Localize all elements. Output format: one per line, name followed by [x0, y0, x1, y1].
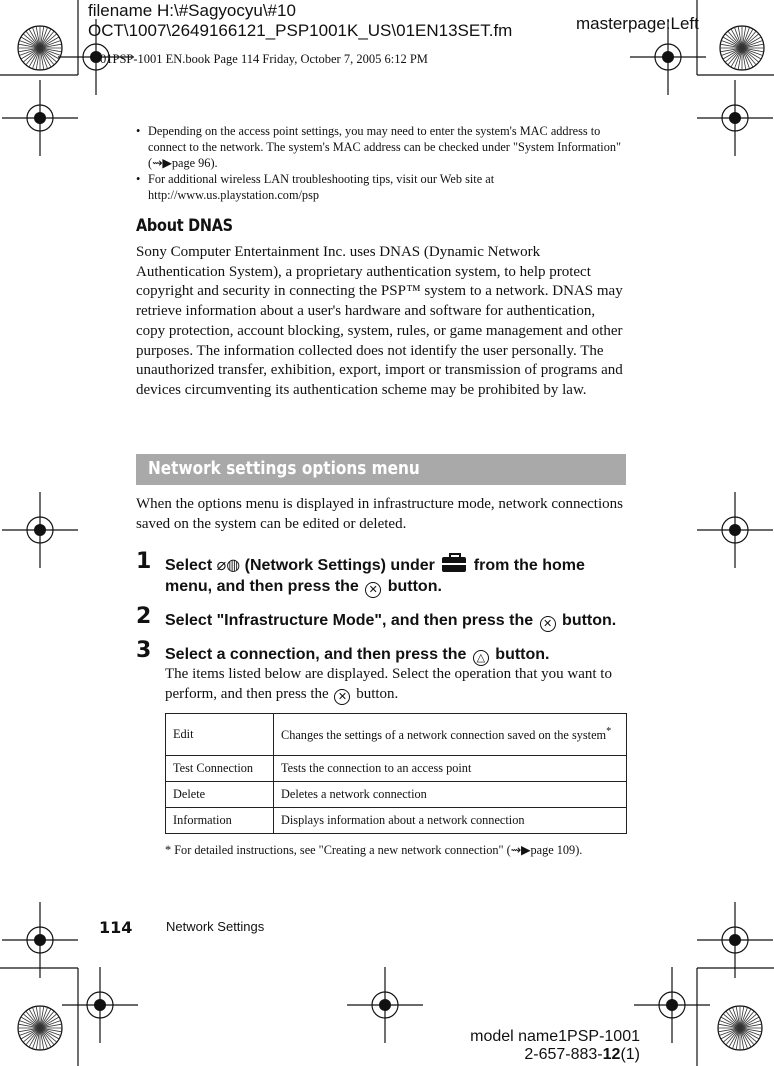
step-text: (Network Settings) under	[240, 557, 440, 574]
crosshair-dot	[729, 112, 741, 124]
step-3-detail	[165, 665, 630, 705]
cross-button-icon: ✕	[365, 582, 381, 598]
step-number: 1	[136, 549, 152, 574]
cross-button-icon: ✕	[334, 689, 350, 705]
page-number: 114	[99, 918, 133, 937]
step-number: 3	[136, 638, 152, 663]
cross-button-icon: ✕	[540, 616, 556, 632]
table-row	[166, 808, 627, 834]
option-name: Edit	[166, 714, 274, 756]
step-text: button.	[557, 612, 617, 629]
crosshair-dot	[666, 999, 678, 1011]
dnas-paragraph: Sony Computer Entertainment Inc. uses DNAS (Dynamic Network Authentication System), a proprietary authentication system, to help protect copyright and security in connecting the PSP™ system to a network. DNAS may retrieve information about a user's hardware and software for authentication, copy protection, account blocking, system, rules, or game management and other purposes. The information collected does not identify the user personally. The unauthorized transfer, exhibition, export, import or transmission of programs and devices circumventing its authentication scheme may be prohibited by law.	[136, 244, 623, 398]
step-text: Select "Infrastructure Mode", and then press the	[165, 612, 538, 629]
step-text: Select	[165, 557, 217, 574]
crosshair-dot	[34, 524, 46, 536]
step-text: Select a connection, and then press the	[165, 646, 471, 663]
table-row	[166, 782, 627, 808]
step-3-text	[165, 644, 635, 666]
step-text: from the home menu, and then press the	[165, 557, 585, 595]
table-row	[166, 756, 627, 782]
step-1-text	[165, 555, 635, 598]
dnas-heading: About DNAS	[136, 216, 233, 236]
code-part: (1)	[620, 1046, 640, 1063]
bullet-list	[136, 123, 628, 203]
step-text: button.	[383, 578, 442, 595]
footer-section: Network Settings	[166, 919, 265, 934]
filename-line-1: filename H:\#Sagyocyu\#10	[88, 1, 296, 20]
bullet-item: • Depending on the access point settings, you may need to enter the system's MAC address to connect to the network. The system's MAC address can be checked under "System Information" (⇝▶page 96).	[136, 123, 628, 171]
table-row	[166, 714, 627, 756]
option-name: Information	[166, 808, 274, 834]
option-description: Displays information about a network connection	[274, 808, 627, 834]
bullet-item: • For additional wireless LAN troubleshooting tips, visit our Web site at http://www.us.playstation.com/psp	[136, 171, 628, 203]
step-2-text	[165, 610, 635, 632]
crosshair-dot	[34, 934, 46, 946]
toolbox-icon	[442, 557, 466, 572]
model-code	[524, 1046, 640, 1064]
detail-text: The items listed below are displayed. Select the operation that you want to perform, and then press the	[165, 666, 612, 702]
book-info-line: 01PSP-1001 EN.book Page 114 Friday, October 7, 2005 6:12 PM	[100, 52, 428, 66]
crosshair-dot	[662, 51, 674, 63]
crosshair-dot	[729, 934, 741, 946]
desc-text: Changes the settings of a network connection saved on the system	[281, 728, 607, 743]
options-table	[165, 713, 627, 834]
triangle-button-icon: △	[473, 650, 489, 666]
option-description: Deletes a network connection	[274, 782, 627, 808]
option-name: Test Connection	[166, 756, 274, 782]
footnote-mark: *	[606, 725, 612, 737]
crosshair-dot	[729, 524, 741, 536]
crosshair-dot	[94, 999, 106, 1011]
step-text: button.	[490, 646, 550, 663]
option-description	[274, 714, 627, 756]
step-number: 2	[136, 604, 152, 629]
masterpage-label: masterpage:Left	[576, 14, 699, 33]
code-part: 12	[602, 1046, 621, 1063]
option-name: Delete	[166, 782, 274, 808]
section-intro: When the options menu is displayed in infrastructure mode, network connections saved on the system can be edited or deleted.	[136, 496, 623, 532]
crosshair-dot	[34, 112, 46, 124]
crosshair-dot	[379, 999, 391, 1011]
section-banner	[136, 454, 626, 485]
code-part: 2-657-883-	[524, 1046, 603, 1063]
filename-line-2: OCT\1007\2649166121_PSP1001K_US\01EN13SET.fm	[88, 21, 513, 40]
option-description: Tests the connection to an access point	[274, 756, 627, 782]
footnote: * For detailed instructions, see "Creating a new network connection" (⇝▶page 109).	[165, 843, 583, 857]
model-name: model name1PSP-1001	[470, 1028, 640, 1045]
detail-text: button.	[352, 685, 399, 702]
network-settings-icon: ⌀◍	[216, 557, 241, 574]
section-title: Network settings options menu	[148, 458, 420, 479]
